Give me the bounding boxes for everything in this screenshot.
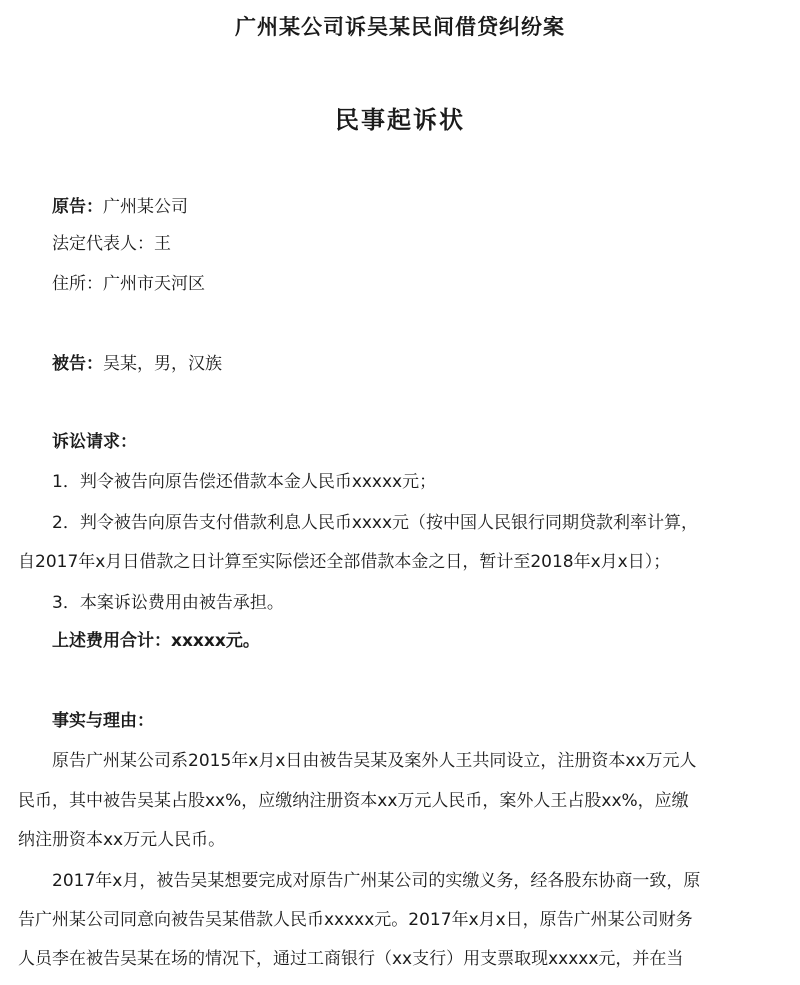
plaintiff-label: 原告： <box>52 197 103 217</box>
case-title: 广州某公司诉吴某民间借贷纠纷案 <box>235 15 565 39</box>
document-title: 民事起诉状 <box>335 106 465 134</box>
facts-para-1-line-2: 民币，其中被告吴某占股xx%，应缴纳注册资本xx万元人民币，案外人王占股xx%，应缴 <box>18 791 689 811</box>
defendant-line <box>52 349 782 379</box>
claim-item-3: 3．本案诉讼费用由被告承担。 <box>52 593 284 613</box>
defendant-label: 被告： <box>52 354 103 374</box>
plaintiff-line <box>52 192 782 222</box>
legal-representative: 法定代表人：王 <box>52 234 171 254</box>
claim-item-1: 1．判令被告向原告偿还借款本金人民币xxxxx元； <box>52 472 437 492</box>
plaintiff-value: 广州某公司 <box>103 197 188 217</box>
claim-item-2-line-1: 2．判令被告向原告支付借款利息人民币xxxx元（按中国人民银行同期贷款利率计算， <box>52 513 699 533</box>
plaintiff-address: 住所：广州市天河区 <box>52 274 205 294</box>
defendant-value: 吴某，男，汉族 <box>103 354 222 374</box>
facts-para-2-line-3: 人员李在被告吴某在场的情况下，通过工商银行（xx支行）用支票取现xxxxx元，并在当 <box>18 949 684 969</box>
facts-para-2-line-2: 告广州某公司同意向被告吴某借款人民币xxxxx元。2017年x月x日，原告广州某公司财务 <box>18 910 693 930</box>
claims-heading: 诉讼请求： <box>52 432 137 452</box>
facts-para-1-line-1: 原告广州某公司系2015年x月x日由被告吴某及案外人王共同设立，注册资本xx万元人 <box>52 751 697 771</box>
facts-para-2-line-1: 2017年x月，被告吴某想要完成对原告广州某公司的实缴义务，经各股东协商一致，原 <box>52 871 701 891</box>
claim-item-2-line-2: 自2017年x月日借款之日计算至实际偿还全部借款本金之日，暂计至2018年x月x日）； <box>18 552 671 572</box>
claims-total: 上述费用合计：xxxxx元。 <box>52 631 260 651</box>
facts-heading: 事实与理由： <box>52 711 154 731</box>
facts-para-1-line-3: 纳注册资本xx万元人民币。 <box>18 830 226 850</box>
